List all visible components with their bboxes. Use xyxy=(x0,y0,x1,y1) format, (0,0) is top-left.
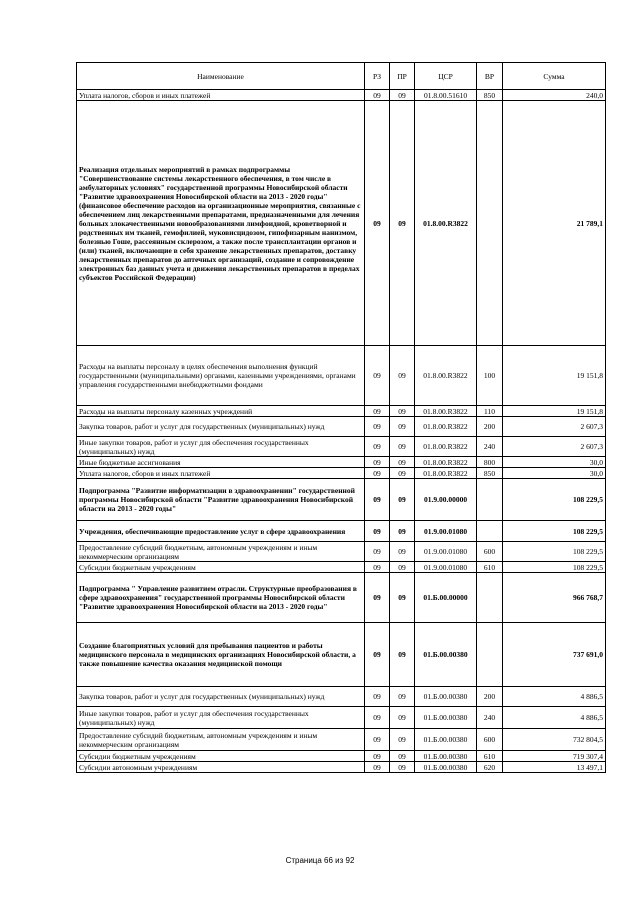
cell-sum: 30,0 xyxy=(503,468,606,479)
cell-pr: 09 xyxy=(390,437,415,457)
cell-sum: 2 607,3 xyxy=(503,417,606,437)
cell-rz: 09 xyxy=(365,101,390,346)
cell-vr: 200 xyxy=(477,687,503,707)
cell-sum: 13 497,1 xyxy=(503,762,606,773)
cell-rz: 09 xyxy=(365,457,390,468)
table-row xyxy=(77,101,606,346)
cell-rz: 09 xyxy=(365,707,390,729)
cell-sum: 240,0 xyxy=(503,90,606,101)
cell-name: Субсидии бюджетным учреждениям xyxy=(77,751,365,762)
cell-vr: 850 xyxy=(477,90,503,101)
cell-sum: 108 229,5 xyxy=(503,521,606,542)
cell-sum: 19 151,8 xyxy=(503,346,606,406)
cell-vr: 240 xyxy=(477,437,503,457)
cell-rz: 09 xyxy=(365,521,390,542)
cell-csr: 01.Б.00.00380 xyxy=(415,729,477,751)
cell-name: Закупка товаров, работ и услуг для государственных (муниципальных) нужд xyxy=(77,687,365,707)
cell-pr: 09 xyxy=(390,623,415,687)
cell-vr xyxy=(477,101,503,346)
cell-name: Иные закупки товаров, работ и услуг для обеспечения государственных (муниципальных) нужд xyxy=(77,707,365,729)
table-row xyxy=(77,562,606,573)
cell-csr: 01.9.00.00000 xyxy=(415,479,477,521)
cell-pr: 09 xyxy=(390,562,415,573)
cell-csr: 01.8.00.R3822 xyxy=(415,468,477,479)
cell-name: Предоставление субсидий бюджетным, автономным учреждениям и иным некоммерческим организациям xyxy=(77,729,365,751)
cell-name: Закупка товаров, работ и услуг для государственных (муниципальных) нужд xyxy=(77,417,365,437)
cell-vr: 600 xyxy=(477,729,503,751)
cell-name: Учреждения, обеспечивающие предоставление услуг в сфере здравоохранения xyxy=(77,521,365,542)
header-sum: Сумма xyxy=(503,63,606,90)
table-row xyxy=(77,762,606,773)
cell-pr: 09 xyxy=(390,751,415,762)
table-row xyxy=(77,479,606,521)
cell-vr: 800 xyxy=(477,457,503,468)
cell-csr: 01.Б.00.00380 xyxy=(415,762,477,773)
cell-pr: 09 xyxy=(390,707,415,729)
cell-pr: 09 xyxy=(390,346,415,406)
table-row xyxy=(77,707,606,729)
table-row xyxy=(77,90,606,101)
cell-pr: 09 xyxy=(390,762,415,773)
cell-vr: 110 xyxy=(477,406,503,417)
cell-rz: 09 xyxy=(365,562,390,573)
cell-sum: 19 151,8 xyxy=(503,406,606,417)
cell-rz: 09 xyxy=(365,406,390,417)
cell-pr: 09 xyxy=(390,573,415,623)
cell-csr: 01.8.00.51610 xyxy=(415,90,477,101)
cell-csr: 01.Б.00.00380 xyxy=(415,687,477,707)
cell-pr: 09 xyxy=(390,90,415,101)
cell-name: Уплата налогов, сборов и иных платежей xyxy=(77,468,365,479)
cell-pr: 09 xyxy=(390,479,415,521)
cell-pr: 09 xyxy=(390,406,415,417)
cell-csr: 01.9.00.01080 xyxy=(415,521,477,542)
cell-vr: 240 xyxy=(477,707,503,729)
cell-sum: 4 886,5 xyxy=(503,687,606,707)
cell-vr xyxy=(477,521,503,542)
cell-sum: 4 886,5 xyxy=(503,707,606,729)
cell-rz: 09 xyxy=(365,623,390,687)
cell-vr xyxy=(477,623,503,687)
cell-vr: 610 xyxy=(477,751,503,762)
table-row xyxy=(77,751,606,762)
table-row xyxy=(77,437,606,457)
cell-vr: 600 xyxy=(477,542,503,562)
cell-pr: 09 xyxy=(390,101,415,346)
cell-vr xyxy=(477,479,503,521)
cell-pr: 09 xyxy=(390,542,415,562)
cell-name: Расходы на выплаты персоналу в целях обеспечения выполнения функций государственными (муниципальными) органами, казенными учреждениями, органами управления государственными внебюджетными фондами xyxy=(77,346,365,406)
header-pr: ПР xyxy=(390,63,415,90)
cell-pr: 09 xyxy=(390,687,415,707)
cell-csr: 01.Б.00.00380 xyxy=(415,751,477,762)
cell-csr: 01.Б.00.00380 xyxy=(415,623,477,687)
table-row xyxy=(77,457,606,468)
cell-vr: 100 xyxy=(477,346,503,406)
table-header-row xyxy=(77,63,606,90)
cell-rz: 09 xyxy=(365,417,390,437)
cell-sum: 966 768,7 xyxy=(503,573,606,623)
cell-sum: 737 691,0 xyxy=(503,623,606,687)
table-row xyxy=(77,346,606,406)
header-vr: ВР xyxy=(477,63,503,90)
cell-vr: 850 xyxy=(477,468,503,479)
cell-rz: 09 xyxy=(365,687,390,707)
cell-vr: 610 xyxy=(477,562,503,573)
cell-rz: 09 xyxy=(365,729,390,751)
table-row xyxy=(77,623,606,687)
cell-pr: 09 xyxy=(390,468,415,479)
header-rz: РЗ xyxy=(365,63,390,90)
cell-name: Иные закупки товаров, работ и услуг для обеспечения государственных (муниципальных) нужд xyxy=(77,437,365,457)
cell-pr: 09 xyxy=(390,457,415,468)
table-row xyxy=(77,406,606,417)
cell-sum: 108 229,5 xyxy=(503,562,606,573)
cell-pr: 09 xyxy=(390,729,415,751)
table-row xyxy=(77,573,606,623)
cell-name: Иные бюджетные ассигнования xyxy=(77,457,365,468)
cell-csr: 01.8.00.R3822 xyxy=(415,437,477,457)
cell-vr xyxy=(477,573,503,623)
cell-name: Реализация отдельных мероприятий в рамках подпрограммы "Совершенствование системы лекарственного обеспечения, в том числе в амбулаторных условиях" государственной программы Новосибирской области "Развитие здравоохранения Новосибирской области на 2013 - 2020 годы" (финансовое обеспечение расходов на организационные мероприятия, связанные с обеспечением лиц лекарственными препаратами, предназначенными для лечения больных злокачественными новообразованиями лимфоидной, кроветворной и родственных им тканей, гемофилией, муковисцидозом, гипофизарным нанизмом, болезнью Гоше, рассеянным склерозом, а также после трансплантации органов и (или) тканей, включающие в себя хранение лекарственных препаратов, доставку лекарственных препаратов до аптечных организаций, создание и сопровождение электронных баз данных учета и движения лекарственных препаратов в пределах субъектов Российской Федерации) xyxy=(77,101,365,346)
header-csr: ЦСР xyxy=(415,63,477,90)
cell-rz: 09 xyxy=(365,437,390,457)
table-body xyxy=(77,90,606,773)
table-row xyxy=(77,468,606,479)
cell-rz: 09 xyxy=(365,751,390,762)
cell-csr: 01.9.00.01080 xyxy=(415,562,477,573)
table-row xyxy=(77,729,606,751)
cell-rz: 09 xyxy=(365,346,390,406)
cell-sum: 30,0 xyxy=(503,457,606,468)
cell-sum: 719 307,4 xyxy=(503,751,606,762)
table-row xyxy=(77,521,606,542)
table-row xyxy=(77,417,606,437)
cell-sum: 732 804,5 xyxy=(503,729,606,751)
cell-csr: 01.8.00.R3822 xyxy=(415,406,477,417)
cell-sum: 108 229,5 xyxy=(503,479,606,521)
cell-csr: 01.Б.00.00380 xyxy=(415,707,477,729)
cell-name: Субсидии бюджетным учреждениям xyxy=(77,562,365,573)
cell-sum: 21 789,1 xyxy=(503,101,606,346)
cell-rz: 09 xyxy=(365,573,390,623)
cell-sum: 108 229,5 xyxy=(503,542,606,562)
cell-pr: 09 xyxy=(390,521,415,542)
cell-name: Создание благоприятных условий для пребывания пациентов и работы медицинского персонала в медицинских организациях Новосибирской области, а также повышение качества оказания медицинской помощи xyxy=(77,623,365,687)
cell-csr: 01.8.00.R3822 xyxy=(415,101,477,346)
cell-name: Предоставление субсидий бюджетным, автономным учреждениям и иным некоммерческим организациям xyxy=(77,542,365,562)
cell-name: Расходы на выплаты персоналу казенных учреждений xyxy=(77,406,365,417)
cell-vr: 200 xyxy=(477,417,503,437)
cell-name: Подпрограмма " Управление развитием отрасли. Структурные преобразования в сфере здравоохранения" государственной программы Новосибирской области "Развитие здравоохранения Новосибирской области на 2013 - 2020 годы" xyxy=(77,573,365,623)
cell-csr: 01.Б.00.00000 xyxy=(415,573,477,623)
cell-csr: 01.8.00.R3822 xyxy=(415,417,477,437)
page-footer: Страница 66 из 92 xyxy=(285,856,355,865)
table-row xyxy=(77,542,606,562)
cell-rz: 09 xyxy=(365,762,390,773)
header-name: Наименование xyxy=(77,63,365,90)
cell-vr: 620 xyxy=(477,762,503,773)
cell-name: Подпрограмма "Развитие информатизации в здравоохранении" государственной программы Новосибирской области "Развитие здравоохранения Новосибирской области на 2013 - 2020 годы" xyxy=(77,479,365,521)
table-row xyxy=(77,687,606,707)
cell-rz: 09 xyxy=(365,468,390,479)
cell-csr: 01.8.00.R3822 xyxy=(415,457,477,468)
cell-csr: 01.9.00.01080 xyxy=(415,542,477,562)
cell-name: Уплата налогов, сборов и иных платежей xyxy=(77,90,365,101)
budget-table xyxy=(76,62,606,773)
cell-name: Субсидии автономным учреждениям xyxy=(77,762,365,773)
cell-sum: 2 607,3 xyxy=(503,437,606,457)
cell-rz: 09 xyxy=(365,90,390,101)
cell-pr: 09 xyxy=(390,417,415,437)
cell-rz: 09 xyxy=(365,542,390,562)
cell-rz: 09 xyxy=(365,479,390,521)
cell-csr: 01.8.00.R3822 xyxy=(415,346,477,406)
